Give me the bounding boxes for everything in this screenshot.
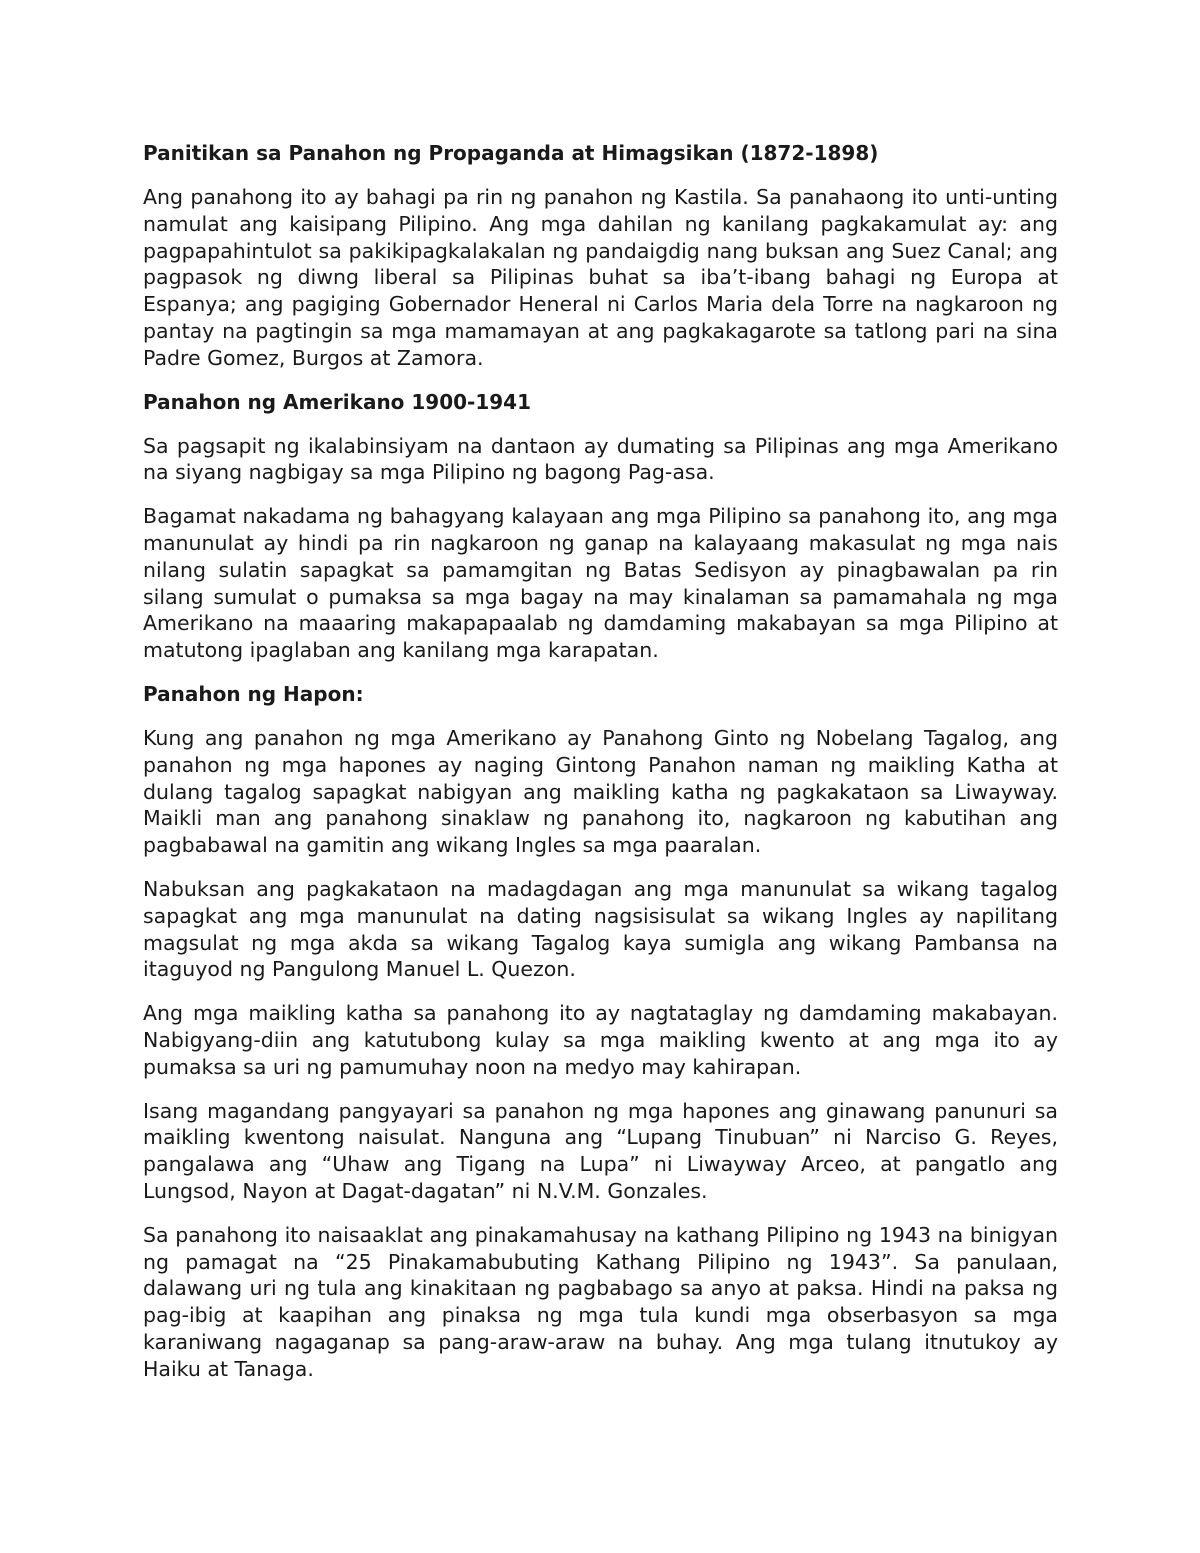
paragraph: Bagamat nakadama ng bahagyang kalayaan ang mga Pilipino sa panahong ito, ang mga manunulat ay hindi pa rin nagkaroon ng ganap na kalayaang makasulat ng mga nais nilang sulatin sapagkat sa pamamgitan ng Batas Sedisyon ay pinagbawalan pa rin silang sumulat o pumaksa sa mga bagay na may kinalaman sa pamamahala ng mga Amerikano na maaaring makapapaalab ng damdaming makabayan sa mga Pilipino at matutong ipaglaban ang kanilang mga karapatan. xyxy=(143,504,1058,663)
paragraph: Sa pagsapit ng ikalabinsiyam na dantaon ay dumating sa Pilipinas ang mga Amerikano na siyang nagbigay sa mga Pilipino ng bagong Pag-asa. xyxy=(143,433,1058,485)
document-page xyxy=(143,140,1058,1382)
section-heading-amerikano: Panahon ng Amerikano 1900-1941 xyxy=(143,389,532,414)
section-heading-hapon: Panahon ng Hapon: xyxy=(143,681,364,706)
section-heading-propaganda: Panitikan sa Panahon ng Propaganda at Himagsikan (1872-1898) xyxy=(143,141,879,165)
paragraph: Ang mga maikling katha sa panahong ito ay nagtataglay ng damdaming makabayan. Nabigyang-diin ang katutubong kulay sa mga maikling kwento at ang mga ito ay pumaksa sa uri ng pamumuhay noon na medyo may kahirapan. xyxy=(143,1001,1058,1079)
paragraph: Sa panahong ito naisaaklat ang pinakamahusay na kathang Pilipino ng 1943 na binigyan ng pamagat na “25 Pinakamabubuting Kathang Pilipino ng 1943”. Sa panulaan, dalawang uri ng tula ang kinakitaan ng pagbabago sa anyo at paksa. Hindi na paksa ng pag-ibig at kaapihan ang pinaksa ng mga tula kundi mga obserbasyon sa mga karaniwang nagaganap sa pang-araw-araw na buhay. Ang mga tulang itnutukoy ay Haiku at Tanaga. xyxy=(143,1222,1058,1381)
paragraph: Ang panahong ito ay bahagi pa rin ng panahon ng Kastila. Sa panahaong ito unti-unting namulat ang kaisipang Pilipino. Ang mga dahilan ng kanilang pagkakamulat ay: ang pagpapahintulot sa pakikipagkalakalan ng pandaigdig nang buksan ang Suez Canal; ang pagpasok ng diwng liberal sa Pilipinas buhat sa iba’t-ibang bahagi ng Europa at Espanya; ang pagiging Gobernador Heneral ni Carlos Maria dela Torre na nagkaroon ng pantay na pagtingin sa mga mamamayan at ang pagkakagarote sa tatlong pari na sina Padre Gomez, Burgos at Zamora. xyxy=(143,185,1058,370)
paragraph: Isang magandang pangyayari sa panahon ng mga hapones ang ginawang panunuri sa maikling kwentong naisulat. Nanguna ang “Lupang Tinubuan” ni Narciso G. Reyes, pangalawa ang “Uhaw ang Tigang na Lupa” ni Liwayway Arceo, at pangatlo ang Lungsod, Nayon at Dagat-dagatan” ni N.V.M. Gonzales. xyxy=(143,1098,1058,1203)
paragraph: Nabuksan ang pagkakataon na madagdagan ang mga manunulat sa wikang tagalog sapagkat ang mga manunulat na dating nagsisisulat sa wikang Ingles ay napilitang magsulat ng mga akda sa wikang Tagalog kaya sumigla ang wikang Pambansa na itaguyod ng Pangulong Manuel L. Quezon. xyxy=(143,876,1058,982)
paragraph: Kung ang panahon ng mga Amerikano ay Panahong Ginto ng Nobelang Tagalog, ang panahon ng mga hapones ay naging Gintong Panahon naman ng maikling Katha at dulang tagalog sapagkat nabigyan ang maikling katha ng pagkakataon sa Liwayway. Maikli man ang panahong sinaklaw ng panahong ito, nagkaroon ng kabutihan ang pagbabawal na gamitin ang wikang Ingles sa mga paaralan. xyxy=(143,725,1058,858)
